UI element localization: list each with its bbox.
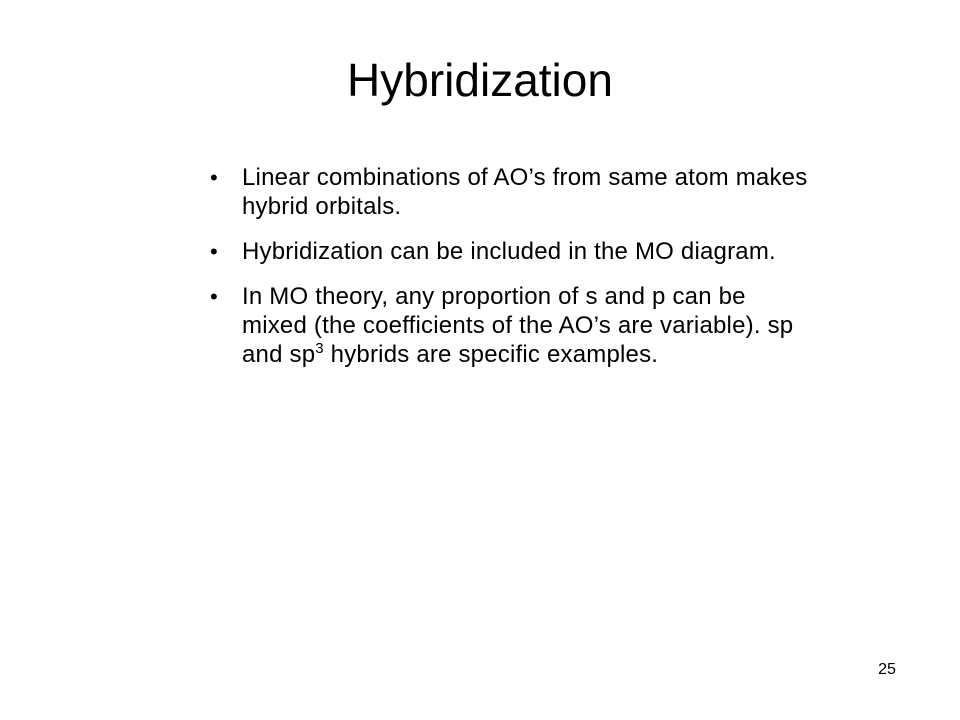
- bullet-item: [210, 282, 810, 369]
- bullet-item: [210, 237, 810, 266]
- bullet-dot: •: [210, 284, 218, 309]
- bullet-text: Linear combinations of AO’s from same atom makes hybrid orbitals.: [242, 164, 808, 220]
- bullet-item: [210, 163, 810, 221]
- bullet-text-before: In MO theory, any proportion of s and p can be mixed (the coefficients of the AO’s are variable). sp and sp: [242, 283, 794, 368]
- bullet-list: [210, 163, 810, 385]
- slide-title: Hybridization: [347, 54, 613, 106]
- bullet-dot: •: [210, 239, 218, 264]
- bullet-text: [242, 283, 793, 368]
- bullet-text: Hybridization can be included in the MO diagram.: [242, 238, 776, 265]
- superscript: 3: [315, 340, 324, 357]
- bullet-dot: •: [210, 165, 218, 190]
- page-number: 25: [878, 661, 896, 678]
- bullet-text-after: hybrids are specific examples.: [323, 341, 659, 368]
